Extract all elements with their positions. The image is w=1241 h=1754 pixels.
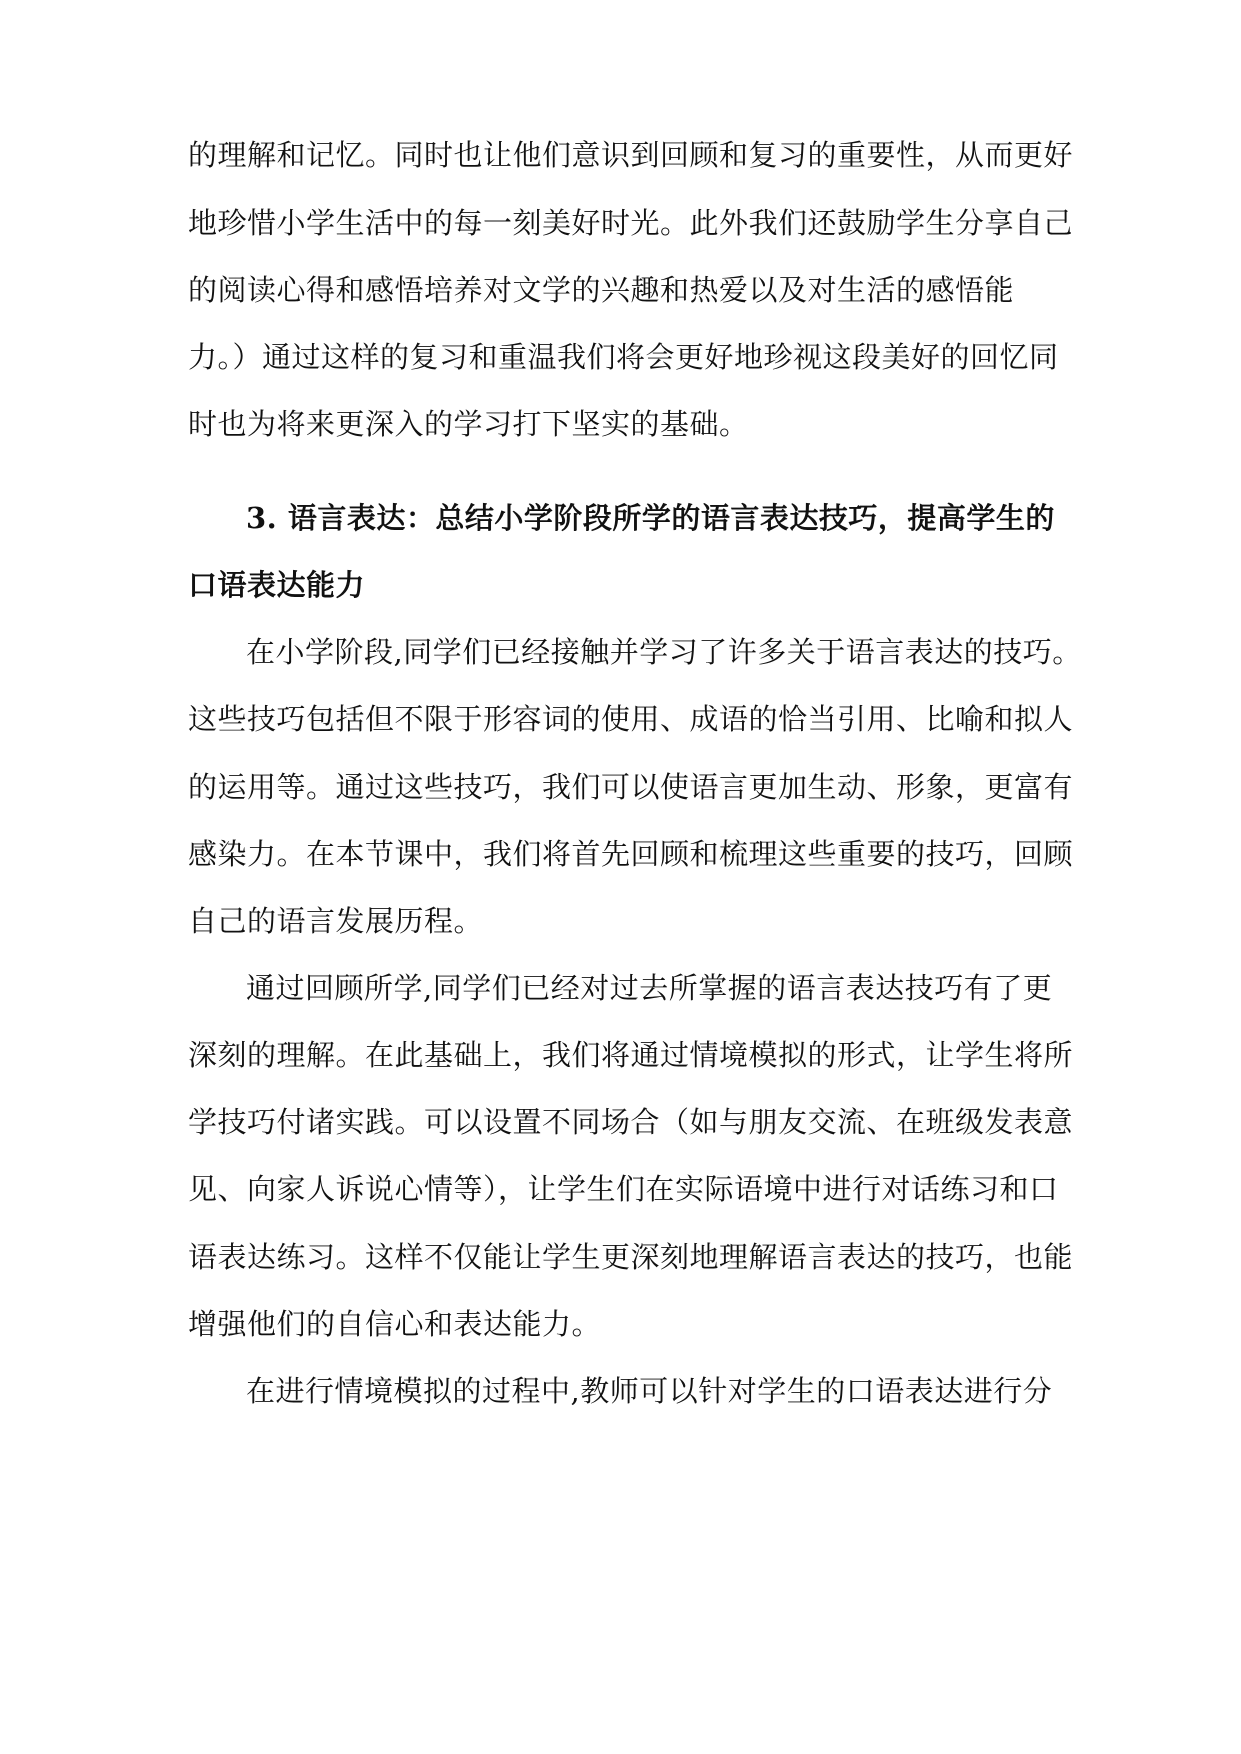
text-line: 通过回顾所学,同学们已经对过去所掌握的语言表达技巧有了更 [246,971,1053,1005]
text-line: 增强他们的自信心和表达能力。 [188,1307,602,1341]
text-line: 的运用等。通过这些技巧，我们可以使语言更加生动、形象，更富有 [188,770,1074,804]
text-line: 语表达练习。这样不仅能让学生更深刻地理解语言表达的技巧，也能 [188,1240,1074,1274]
text-line: 的阅读心得和感悟培养对文学的兴趣和热爱以及对生活的感悟能 [188,273,1015,307]
text-line: 深刻的理解。在此基础上，我们将通过情境模拟的形式，让学生将所 [188,1038,1074,1072]
text-line: 地珍惜小学生活中的每一刻美好时光。此外我们还鼓励学生分享自己 [188,206,1074,240]
text-line: 的理解和记忆。同时也让他们意识到回顾和复习的重要性，从而更好 [188,138,1074,172]
heading-line: 口语表达能力 [188,568,366,602]
text-line: 这些技巧包括但不限于形容词的使用、成语的恰当引用、比喻和拟人 [188,702,1074,736]
text-line: 在小学阶段,同学们已经接触并学习了许多关于语言表达的技巧。 [246,635,1082,669]
heading-line: 3. 语言表达：总结小学阶段所学的语言表达技巧，提高学生的 [246,501,1055,535]
text-line: 力。）通过这样的复习和重温我们将会更好地珍视这段美好的回忆同 [188,340,1059,374]
text-line: 见、向家人诉说心情等），让学生们在实际语境中进行对话练习和口 [188,1172,1059,1206]
text-line: 在进行情境模拟的过程中,教师可以针对学生的口语表达进行分 [246,1374,1053,1408]
text-line: 自己的语言发展历程。 [188,904,484,938]
text-line: 学技巧付诸实践。可以设置不同场合（如与朋友交流、在班级发表意 [188,1105,1074,1139]
text-line: 感染力。在本节课中，我们将首先回顾和梳理这些重要的技巧，回顾 [188,837,1074,871]
text-line: 时也为将来更深入的学习打下坚实的基础。 [188,407,749,441]
